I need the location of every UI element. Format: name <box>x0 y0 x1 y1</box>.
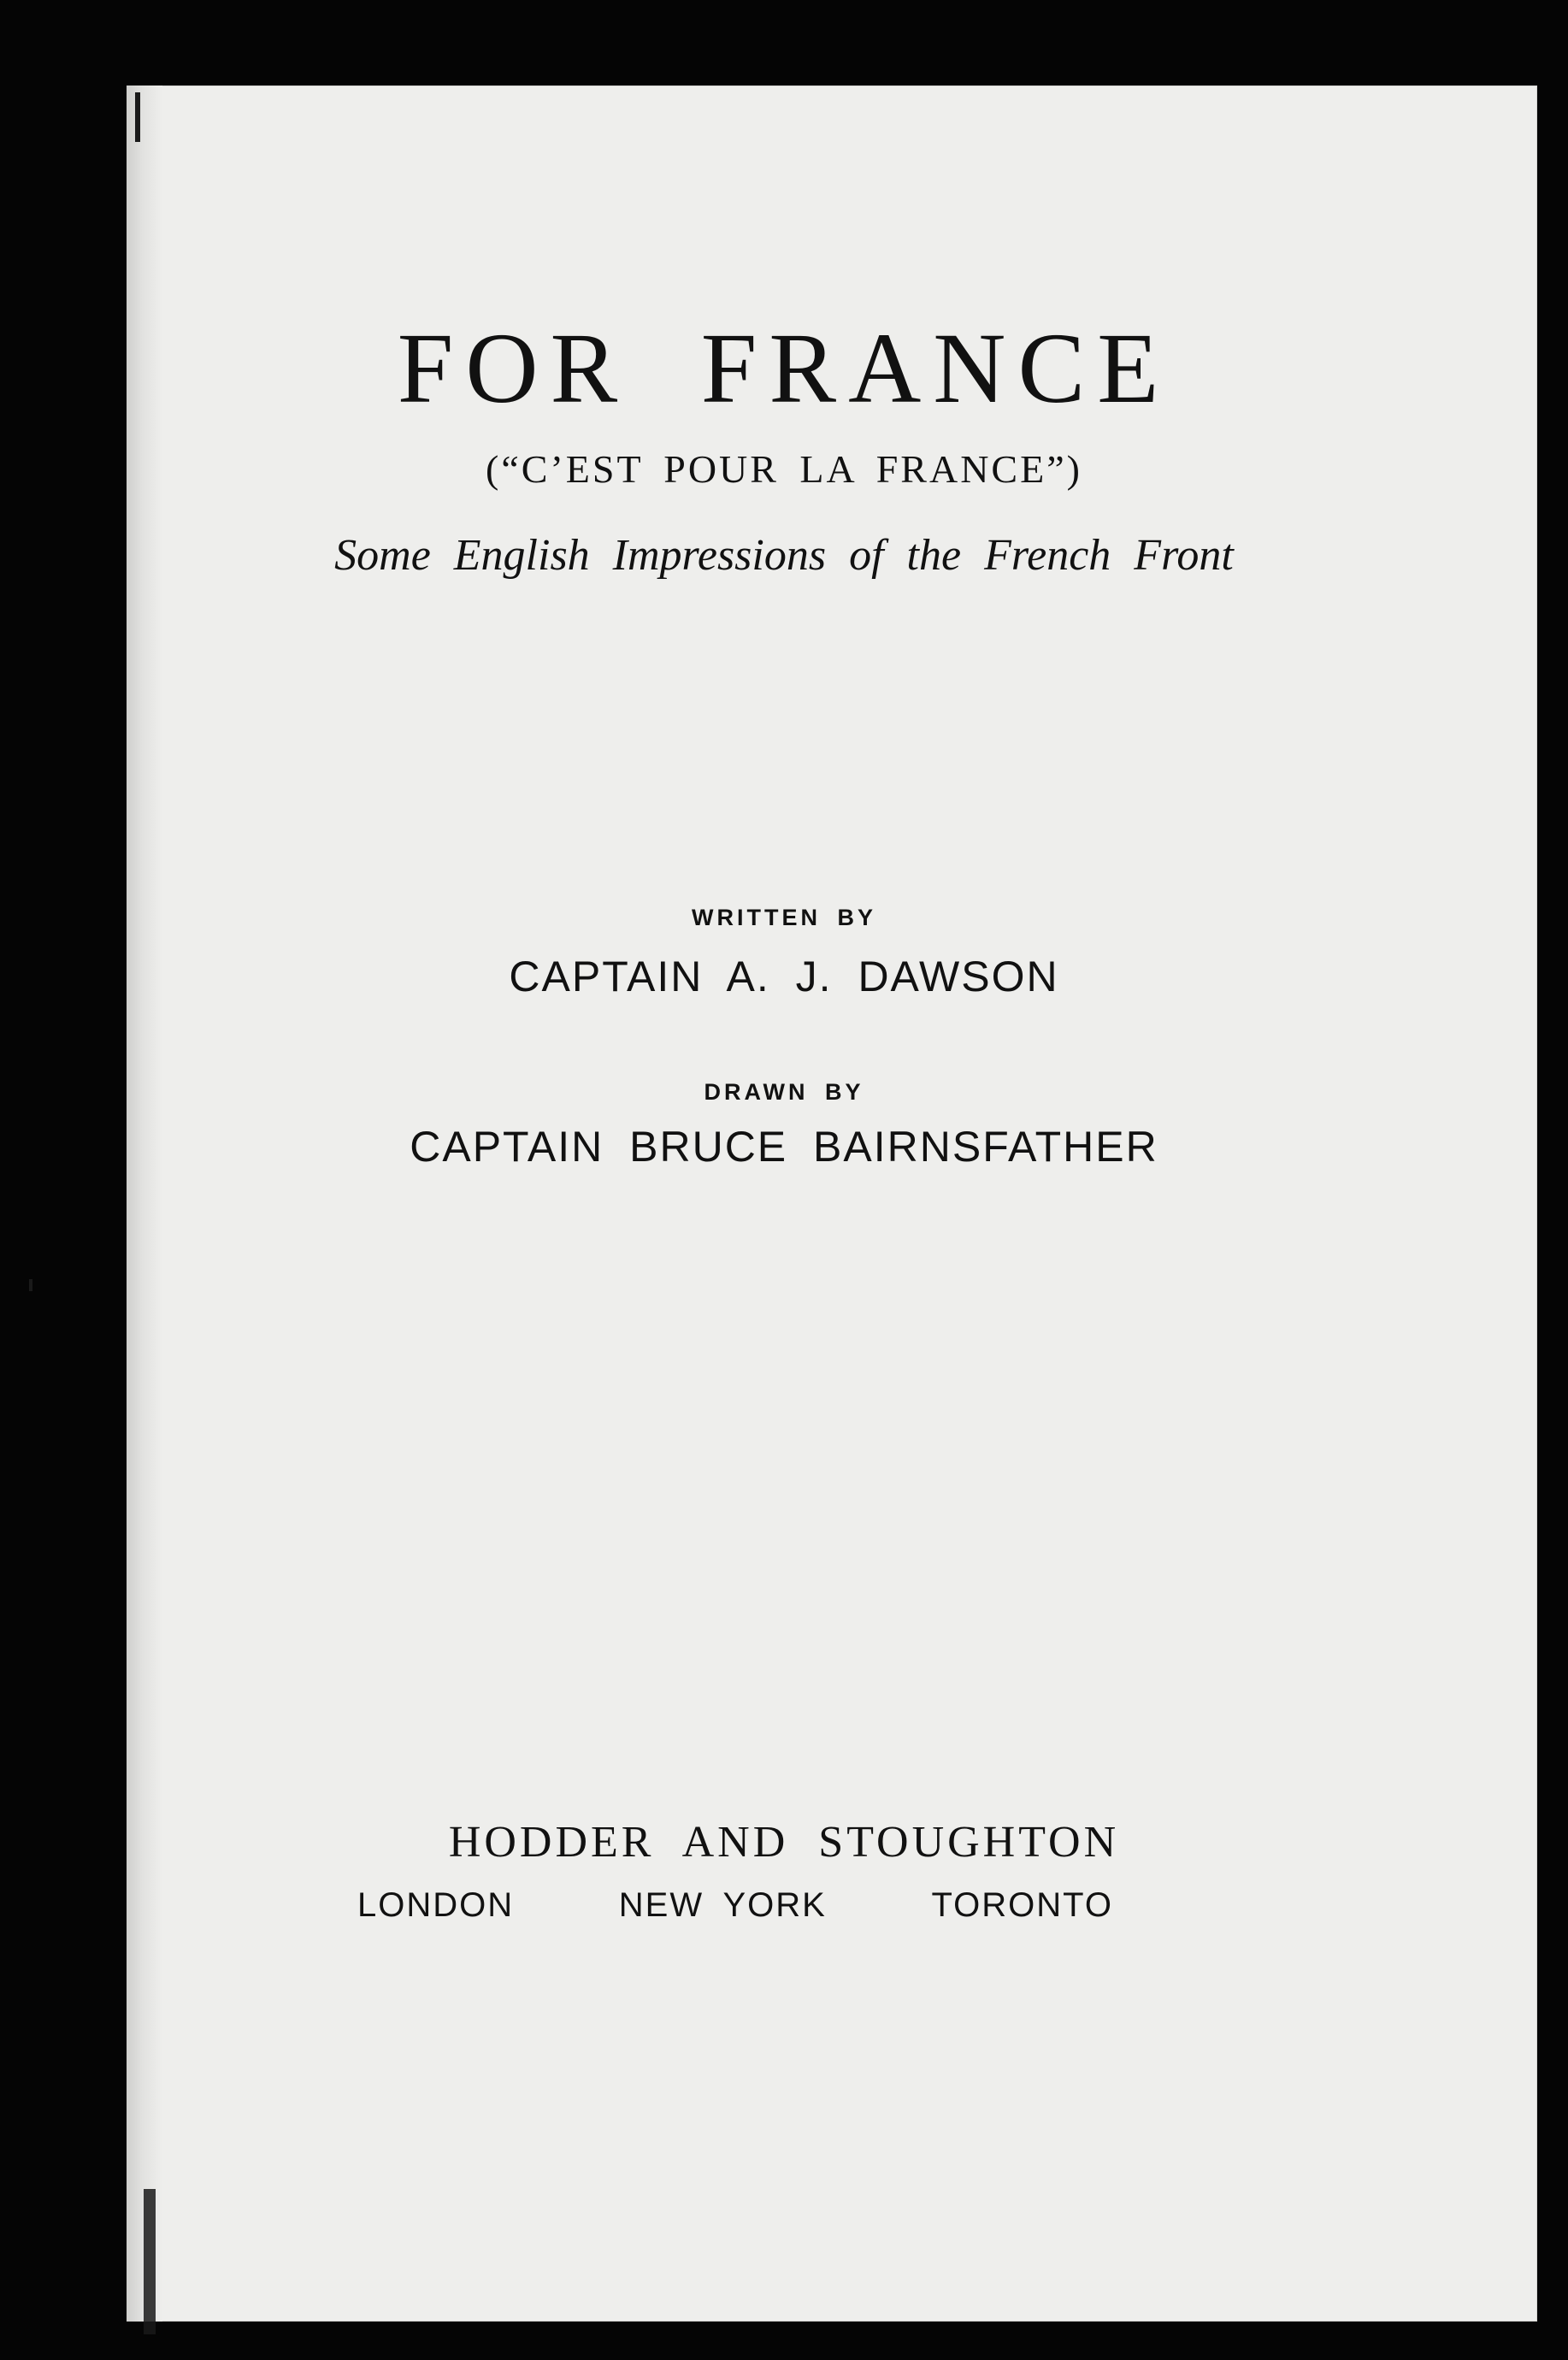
english-subtitle: Some English Impressions of the French Front <box>334 531 1234 580</box>
publisher-cities <box>357 1886 1113 1925</box>
publisher-name: HODDER AND STOUGHTON <box>448 1818 1120 1867</box>
page-gutter <box>127 86 162 2322</box>
book-title: FOR FRANCE <box>397 312 1171 424</box>
binding-mark-top <box>135 92 140 142</box>
binding-mark-stray <box>29 1279 32 1291</box>
author-name: CAPTAIN A. J. DAWSON <box>509 953 1059 1000</box>
binding-mark-bottom <box>144 2189 156 2334</box>
illustrator-name: CAPTAIN BRUCE BAIRNSFATHER <box>410 1123 1158 1171</box>
french-subtitle: (“C’EST POUR LA FRANCE”) <box>486 447 1082 491</box>
city-toronto: TORONTO <box>931 1886 1113 1924</box>
city-london: LONDON <box>357 1886 515 1924</box>
drawn-by-label: DRAWN BY <box>704 1079 864 1105</box>
city-new-york: NEW YORK <box>618 1886 827 1924</box>
written-by-label: WRITTEN BY <box>692 905 876 930</box>
